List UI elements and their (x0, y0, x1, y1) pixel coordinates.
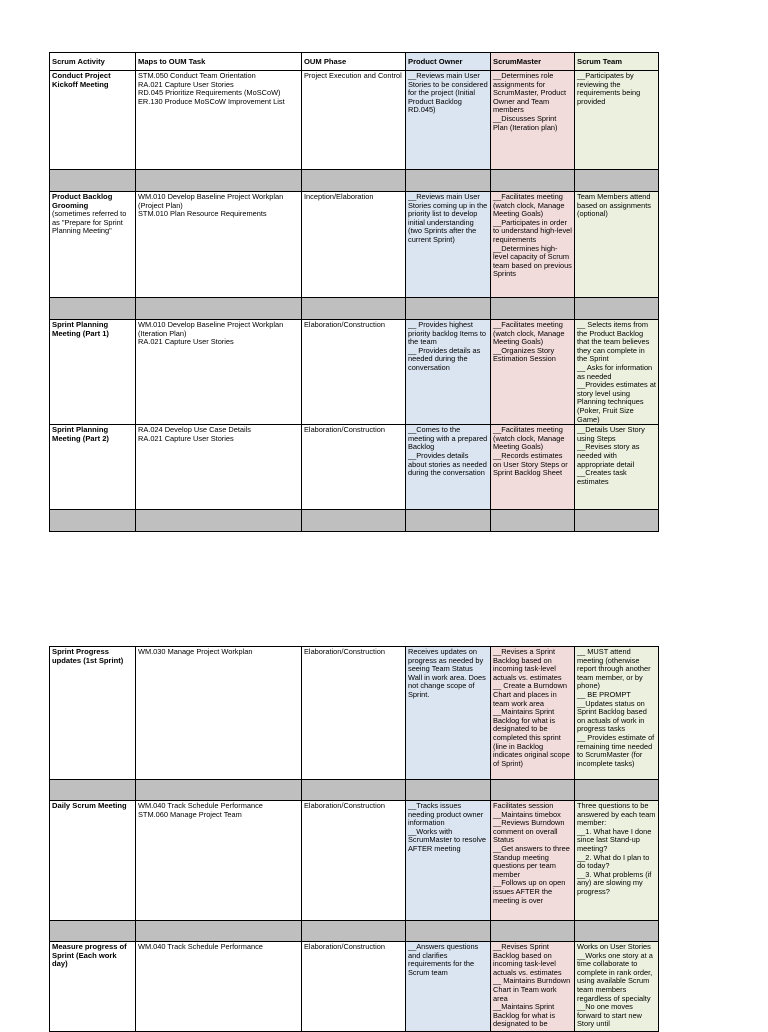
duty-item: __Get answers to three Standup meeting questions per team member (493, 843, 570, 879)
duty-item: __Maintains timebox (493, 809, 561, 819)
activity-name: Sprint Planning Meeting (Part 2) (52, 425, 109, 443)
header-scrum-team: Scrum Team (575, 53, 659, 71)
oum-task: STM.050 Conduct Team Orientation (138, 71, 256, 80)
oum-task: WM.010 Develop Baseline Project Workplan (Project Plan) (138, 192, 284, 210)
oum-phase-cell: Elaboration/Construction (302, 801, 406, 921)
duty-item: Receives updates on progress as needed by seeing Team Status Wall in work area. Does not change scope of Sprint. (408, 647, 486, 699)
scrummaster-cell (491, 71, 575, 170)
table-row (50, 647, 659, 780)
duty-item: __3. What problems (if any) are slowing my progress? (577, 869, 652, 896)
oum-task: RA.021 Capture User Stories (138, 433, 234, 443)
duty-item: __Facilitates meeting (watch clock, Manage Meeting Goals) (493, 192, 565, 219)
scrum-team-cell (575, 320, 659, 425)
duty-item: __Provides estimates at story level using Planning techniques (Poker, Fruit Size Game) (577, 380, 656, 424)
duty-item: __Tracks issues needing product owner information (408, 801, 484, 828)
oum-task-cell (136, 647, 302, 780)
activity-cell (50, 942, 136, 1032)
duty-item: __Revises Sprint Backlog based on incoming task-level actuals vs. estimates (493, 942, 562, 977)
duty-item: Facilitates session (493, 801, 554, 810)
duty-item: __Determines role assignments for ScrumMaster, Product Owner and Team members (493, 71, 567, 115)
activity-name: Measure progress of Sprint (Each work day) (52, 942, 127, 969)
header-scrummaster: ScrumMaster (491, 53, 575, 71)
duty-item: Works on User Stories (577, 942, 651, 951)
duty-item: __Revises a Sprint Backlog based on incoming task-level actuals vs. estimates (493, 647, 562, 682)
duty-item: __Maintains Sprint Backlog for what is designated to be completed this sprint (line in Backlog indicates original scope of Sprint) (493, 707, 570, 768)
table-row (50, 192, 659, 298)
duty-item: __1. What have I done since last Stand-up meeting? (577, 826, 652, 853)
oum-task-cell (136, 192, 302, 298)
duty-item: __Details User Story using Steps (577, 425, 645, 443)
product-owner-cell (406, 71, 491, 170)
duty-item: __ Provides estimate of remaining time needed to ScrumMaster (for incomplete tasks) (577, 732, 655, 768)
product-owner-cell (406, 192, 491, 298)
product-owner-cell (406, 942, 491, 1032)
header-oum-phase: OUM Phase (302, 53, 406, 71)
activity-name: Daily Scrum Meeting (52, 801, 127, 810)
scrum-team-cell (575, 801, 659, 921)
scrummaster-cell (491, 647, 575, 780)
separator-row (50, 298, 659, 320)
duty-item: __ BE PROMPT (577, 689, 631, 699)
oum-task: STM.010 Plan Resource Requirements (138, 209, 267, 219)
table-header-row (50, 53, 659, 71)
duty-item: __ Selects items from the Product Backlog that the team believes they can complete in the Sprint (577, 320, 650, 364)
table-row (50, 320, 659, 425)
activity-note: (sometimes referred to as "Prepare for Sprint Planning Meeting" (52, 209, 127, 236)
oum-task: RD.045 Prioritize Requirements (MoSCoW) (138, 88, 281, 98)
scrummaster-cell (491, 942, 575, 1032)
duty-item: __Determines high-level capacity of Scrum team based on previous Sprints (493, 243, 572, 279)
scrum-team-cell (575, 425, 659, 510)
header-product-owner: Product Owner (406, 53, 491, 71)
header-oum-task: Maps to OUM Task (136, 53, 302, 71)
duty-item: __Organizes Story Estimation Session (493, 345, 556, 364)
duty-item: __Creates task estimates (577, 468, 627, 486)
oum-task-cell (136, 801, 302, 921)
duty-item: __Revises story as needed with appropriate detail (577, 442, 640, 469)
scrummaster-cell (491, 425, 575, 510)
activity-cell (50, 192, 136, 298)
duty-item: __Reviews main User Stories coming up in the priority list to develop initial understanding (two Sprints after the current Sprint) (408, 192, 488, 244)
product-owner-cell (406, 425, 491, 510)
duty-item: Three questions to be answered by each team member: (577, 801, 656, 828)
scrummaster-cell (491, 801, 575, 921)
duty-item: __Participates in order to understand high-level requirements (493, 217, 572, 244)
oum-task-cell (136, 942, 302, 1032)
oum-phase-cell: Inception/Elaboration (302, 192, 406, 298)
duty-item: __ Provides highest priority backlog Items to the team (408, 320, 487, 347)
scrum-team-cell (575, 192, 659, 298)
duty-item: __Reviews main User Stories to be considered for the project (Initial Product Backlog RD.045) (408, 71, 488, 115)
oum-task: RA.021 Capture User Stories (138, 79, 234, 89)
duty-item: Team Members attend based on assignments (optional) (577, 192, 651, 219)
duty-item: __Answers questions and clarifies requirements for the Scrum team (408, 942, 479, 977)
table-row (50, 425, 659, 510)
oum-phase-cell: Elaboration/Construction (302, 942, 406, 1032)
scrummaster-cell (491, 192, 575, 298)
oum-phase-cell: Elaboration/Construction (302, 647, 406, 780)
oum-task-cell (136, 71, 302, 170)
oum-task-cell (136, 320, 302, 425)
scrummaster-cell (491, 320, 575, 425)
oum-task: RA.024 Develop Use Case Details (138, 425, 251, 435)
duty-item: __Comes to the meeting with a prepared Backlog (408, 425, 488, 452)
duty-item: __Records estimates on User Story Steps or Sprint Backlog Sheet (493, 450, 568, 478)
duty-item: __Works with ScrumMaster to resolve AFTER meeting (408, 826, 487, 853)
oum-task: STM.060 Manage Project Team (138, 809, 242, 819)
oum-task: WM.030 Manage Project Workplan (138, 647, 253, 656)
activity-name: Conduct Project Kickoff Meeting (52, 71, 111, 89)
duty-item: __Facilitates meeting (watch clock, Manage Meeting Goals) (493, 425, 565, 452)
oum-task: WM.040 Track Schedule Performance (138, 801, 263, 810)
separator-row (50, 780, 659, 801)
separator-row (50, 510, 659, 532)
product-owner-cell (406, 801, 491, 921)
scrum-team-cell (575, 942, 659, 1032)
duty-item: __Reviews Burndown comment on overall Status (493, 818, 565, 845)
product-owner-cell (406, 647, 491, 780)
activity-cell (50, 801, 136, 921)
duty-item: __2. What do I plan to do today? (577, 852, 650, 871)
table-row (50, 71, 659, 170)
oum-phase-cell: Elaboration/Construction (302, 425, 406, 510)
oum-phase-cell: Project Execution and Control (302, 71, 406, 170)
duty-item: __Provides details about stories as needed during the conversation (408, 450, 487, 478)
duty-item: __Updates status on Sprint Backlog based on actuals of work in progress tasks (577, 698, 647, 734)
activity-name: Sprint Progress updates (1st Sprint) (52, 647, 124, 665)
scrum-team-cell (575, 71, 659, 170)
activity-cell (50, 320, 136, 425)
oum-task-cell (136, 425, 302, 510)
activity-cell (50, 425, 136, 510)
duty-item: __ MUST attend meeting (otherwise report through another team member, or by phone) (577, 647, 651, 691)
duty-item: __Discusses Sprint Plan (Iteration plan) (493, 113, 558, 132)
duty-item: __Facilitates meeting (watch clock, Manage Meeting Goals) (493, 320, 565, 347)
scrum-team-cell (575, 647, 659, 780)
activity-name: Product Backlog Grooming (52, 192, 113, 210)
activity-cell (50, 647, 136, 780)
duty-item: __ Provides details as needed during the conversation (408, 345, 481, 372)
separator-row (50, 921, 659, 942)
oum-phase-cell: Elaboration/Construction (302, 320, 406, 425)
activity-name: Sprint Planning Meeting (Part 1) (52, 320, 109, 338)
duty-item: __ Asks for information as needed (577, 362, 653, 381)
oum-task: ER.130 Produce MoSCoW Improvement List (138, 96, 285, 106)
duty-item: __Maintains Sprint Backlog for what is designated to be (493, 1002, 556, 1029)
oum-task: WM.010 Develop Baseline Project Workplan (Iteration Plan) (138, 320, 284, 338)
table-row (50, 801, 659, 921)
oum-task: RA.021 Capture User Stories (138, 337, 234, 347)
scrum-table-2 (49, 646, 659, 1032)
duty-item: __ Create a Burndown Chart and places in team work area (493, 681, 567, 708)
duty-item: __Works one story at a time collaborate to complete in rank order, using available Scrum team members regardless of specialty (577, 950, 653, 1003)
duty-item: __Follows up on open issues AFTER the meeting is over (493, 878, 566, 905)
scrum-table-1 (49, 52, 659, 532)
table-row (50, 942, 659, 1032)
separator-row (50, 170, 659, 192)
duty-item: __No one moves forward to start new Story until (577, 1002, 642, 1029)
duty-item: __Participates by reviewing the requirements being provided (577, 71, 641, 106)
oum-task: WM.040 Track Schedule Performance (138, 942, 263, 951)
product-owner-cell (406, 320, 491, 425)
header-scrum-activity: Scrum Activity (50, 53, 136, 71)
activity-cell (50, 71, 136, 170)
duty-item: __ Maintains Burndown Chart in Team work area (493, 976, 571, 1003)
